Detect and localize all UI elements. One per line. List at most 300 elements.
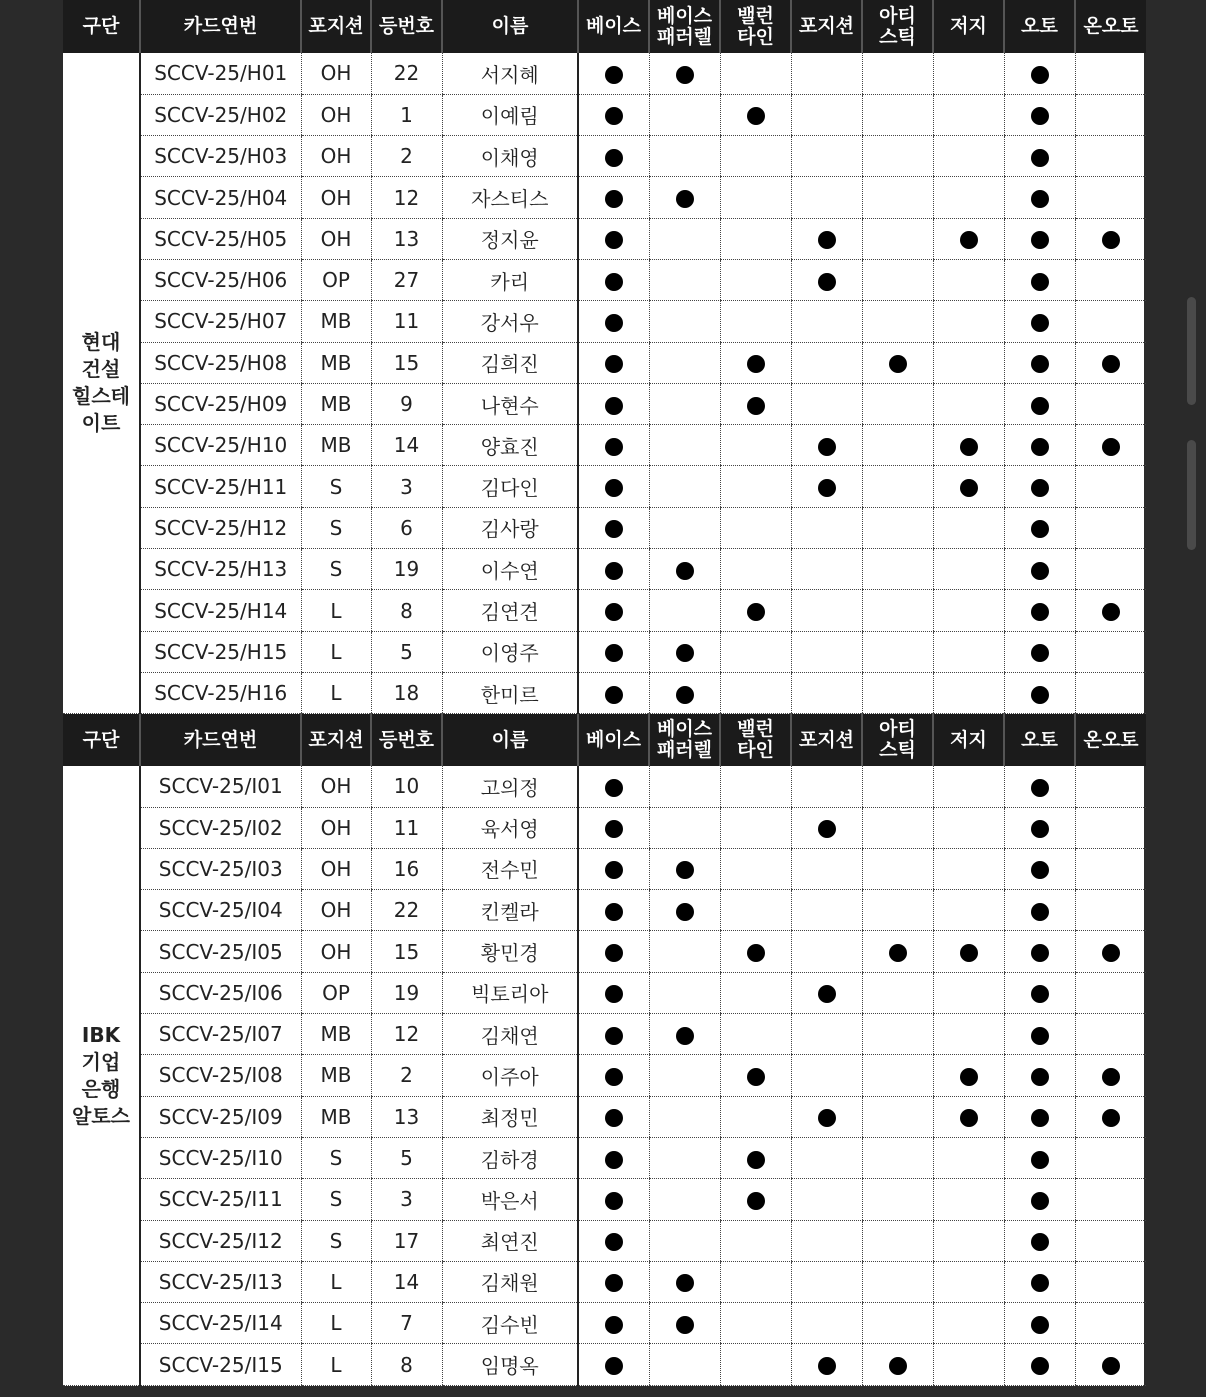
position-cell: MB (301, 383, 371, 424)
position-cell: OH (301, 848, 371, 889)
table-row (63, 425, 1146, 466)
filled-dot-icon (1031, 1027, 1049, 1045)
position-cell: L (301, 672, 371, 713)
column-header: 포지션 (791, 714, 862, 766)
filled-dot-icon (818, 1109, 836, 1127)
filled-dot-icon (1102, 944, 1120, 962)
table-row (63, 1220, 1146, 1261)
filled-dot-icon (605, 1233, 623, 1251)
check-cell-position (791, 631, 862, 672)
table-row (63, 1014, 1146, 1055)
check-cell-on_auto (1075, 259, 1146, 300)
filled-dot-icon (818, 273, 836, 291)
check-cell-on_auto (1075, 549, 1146, 590)
check-cell-auto (1004, 177, 1075, 218)
card-number-cell: SCCV-25/H03 (140, 136, 301, 177)
jersey-number-cell: 15 (371, 342, 442, 383)
check-cell-on_auto (1075, 1137, 1146, 1178)
filled-dot-icon (1031, 1233, 1049, 1251)
column-header: 등번호 (371, 0, 442, 53)
check-cell-auto (1004, 301, 1075, 342)
column-header: 이름 (442, 0, 578, 53)
jersey-number-cell: 13 (371, 218, 442, 259)
check-cell-valentine (720, 631, 791, 672)
check-cell-artistic (862, 466, 933, 507)
filled-dot-icon (747, 944, 765, 962)
check-cell-base (578, 1055, 649, 1096)
check-cell-parallel (649, 549, 720, 590)
check-cell-on_auto (1075, 672, 1146, 713)
check-cell-jersey (933, 931, 1004, 972)
check-cell-artistic (862, 1261, 933, 1302)
card-number-cell: SCCV-25/H08 (140, 342, 301, 383)
check-cell-artistic (862, 672, 933, 713)
position-cell: OH (301, 94, 371, 135)
card-number-cell: SCCV-25/I10 (140, 1137, 301, 1178)
filled-dot-icon (1031, 397, 1049, 415)
check-cell-on_auto (1075, 1014, 1146, 1055)
position-cell: OH (301, 890, 371, 931)
check-cell-parallel (649, 1303, 720, 1344)
check-cell-valentine (720, 672, 791, 713)
check-cell-parallel (649, 301, 720, 342)
card-number-cell: SCCV-25/H05 (140, 218, 301, 259)
check-cell-valentine (720, 972, 791, 1013)
table-row (63, 1096, 1146, 1137)
filled-dot-icon (676, 1316, 694, 1334)
filled-dot-icon (1031, 314, 1049, 332)
jersey-number-cell: 17 (371, 1220, 442, 1261)
jersey-number-cell: 3 (371, 466, 442, 507)
check-cell-on_auto (1075, 590, 1146, 631)
player-name-cell: 고의정 (442, 766, 578, 807)
check-cell-base (578, 1179, 649, 1220)
player-name-cell: 김채원 (442, 1261, 578, 1302)
filled-dot-icon (889, 944, 907, 962)
check-cell-auto (1004, 631, 1075, 672)
filled-dot-icon (605, 314, 623, 332)
check-cell-on_auto (1075, 1344, 1146, 1386)
check-cell-auto (1004, 136, 1075, 177)
scrollbar-thumb-lower[interactable] (1187, 440, 1196, 550)
check-cell-auto (1004, 590, 1075, 631)
check-cell-artistic (862, 931, 933, 972)
filled-dot-icon (1031, 149, 1049, 167)
player-name-cell: 황민경 (442, 931, 578, 972)
check-cell-auto (1004, 507, 1075, 548)
check-cell-position (791, 466, 862, 507)
jersey-number-cell: 16 (371, 848, 442, 889)
check-cell-auto (1004, 259, 1075, 300)
check-cell-base (578, 342, 649, 383)
check-cell-parallel (649, 1261, 720, 1302)
check-cell-on_auto (1075, 807, 1146, 848)
column-header: 아티 스틱 (862, 0, 933, 53)
check-cell-position (791, 53, 862, 94)
check-cell-parallel (649, 177, 720, 218)
filled-dot-icon (818, 231, 836, 249)
filled-dot-icon (960, 231, 978, 249)
check-cell-artistic (862, 177, 933, 218)
check-cell-jersey (933, 890, 1004, 931)
check-cell-position (791, 807, 862, 848)
filled-dot-icon (889, 355, 907, 373)
team-name-cell: 현대 건설 힐스테 이트 (63, 53, 140, 714)
position-cell: OH (301, 766, 371, 807)
check-cell-position (791, 1096, 862, 1137)
filled-dot-icon (605, 861, 623, 879)
filled-dot-icon (605, 1109, 623, 1127)
check-cell-valentine (720, 259, 791, 300)
position-cell: MB (301, 342, 371, 383)
table-row (63, 94, 1146, 135)
check-cell-position (791, 301, 862, 342)
check-cell-parallel (649, 590, 720, 631)
check-cell-parallel (649, 631, 720, 672)
jersey-number-cell: 11 (371, 301, 442, 342)
filled-dot-icon (1031, 1274, 1049, 1292)
position-cell: MB (301, 1096, 371, 1137)
filled-dot-icon (1031, 779, 1049, 797)
check-cell-artistic (862, 507, 933, 548)
column-header: 포지션 (791, 0, 862, 53)
jersey-number-cell: 11 (371, 807, 442, 848)
filled-dot-icon (1031, 1068, 1049, 1086)
check-cell-auto (1004, 1179, 1075, 1220)
check-cell-valentine (720, 177, 791, 218)
check-cell-base (578, 807, 649, 848)
check-cell-auto (1004, 53, 1075, 94)
filled-dot-icon (605, 903, 623, 921)
check-cell-parallel (649, 466, 720, 507)
card-number-cell: SCCV-25/H01 (140, 53, 301, 94)
check-cell-parallel (649, 259, 720, 300)
filled-dot-icon (747, 397, 765, 415)
check-cell-base (578, 1137, 649, 1178)
check-cell-jersey (933, 1014, 1004, 1055)
player-name-cell: 김하경 (442, 1137, 578, 1178)
table-row (63, 549, 1146, 590)
check-cell-artistic (862, 1303, 933, 1344)
jersey-number-cell: 3 (371, 1179, 442, 1220)
check-cell-position (791, 1137, 862, 1178)
table-row (63, 931, 1146, 972)
jersey-number-cell: 22 (371, 53, 442, 94)
position-cell: S (301, 466, 371, 507)
position-cell: S (301, 1137, 371, 1178)
player-name-cell: 김사랑 (442, 507, 578, 548)
check-cell-parallel (649, 1014, 720, 1055)
check-cell-position (791, 848, 862, 889)
check-cell-valentine (720, 890, 791, 931)
filled-dot-icon (747, 107, 765, 125)
check-cell-jersey (933, 848, 1004, 889)
filled-dot-icon (1031, 686, 1049, 704)
check-cell-valentine (720, 53, 791, 94)
check-cell-on_auto (1075, 94, 1146, 135)
table-row (63, 53, 1146, 94)
check-cell-artistic (862, 342, 933, 383)
check-cell-base (578, 177, 649, 218)
filled-dot-icon (747, 1151, 765, 1169)
check-cell-base (578, 1261, 649, 1302)
check-cell-parallel (649, 342, 720, 383)
check-cell-position (791, 259, 862, 300)
position-cell: L (301, 1344, 371, 1386)
check-cell-position (791, 1261, 862, 1302)
filled-dot-icon (1102, 231, 1120, 249)
position-cell: OH (301, 177, 371, 218)
filled-dot-icon (1031, 520, 1049, 538)
scrollbar-thumb-upper[interactable] (1187, 297, 1196, 405)
filled-dot-icon (960, 944, 978, 962)
check-cell-parallel (649, 1179, 720, 1220)
table-row (63, 631, 1146, 672)
check-cell-base (578, 848, 649, 889)
column-header: 베이스 패러렐 (649, 714, 720, 766)
check-cell-position (791, 218, 862, 259)
card-number-cell: SCCV-25/I03 (140, 848, 301, 889)
check-cell-position (791, 1220, 862, 1261)
card-number-cell: SCCV-25/H14 (140, 590, 301, 631)
filled-dot-icon (1102, 438, 1120, 456)
filled-dot-icon (889, 1357, 907, 1375)
filled-dot-icon (1031, 66, 1049, 84)
check-cell-jersey (933, 1096, 1004, 1137)
table-row (63, 890, 1146, 931)
check-cell-base (578, 590, 649, 631)
check-cell-artistic (862, 890, 933, 931)
check-cell-on_auto (1075, 848, 1146, 889)
filled-dot-icon (960, 1109, 978, 1127)
card-checklist-table (63, 0, 1146, 1386)
filled-dot-icon (605, 1274, 623, 1292)
filled-dot-icon (1031, 231, 1049, 249)
card-number-cell: SCCV-25/H06 (140, 259, 301, 300)
column-header: 저지 (933, 714, 1004, 766)
table-row (63, 177, 1146, 218)
check-cell-base (578, 766, 649, 807)
check-cell-artistic (862, 94, 933, 135)
filled-dot-icon (1031, 1316, 1049, 1334)
check-cell-auto (1004, 1344, 1075, 1386)
table-row (63, 1261, 1146, 1302)
check-cell-auto (1004, 383, 1075, 424)
filled-dot-icon (605, 820, 623, 838)
check-cell-on_auto (1075, 342, 1146, 383)
filled-dot-icon (605, 944, 623, 962)
check-cell-jersey (933, 259, 1004, 300)
table-row (63, 672, 1146, 713)
position-cell: S (301, 549, 371, 590)
table-row (63, 972, 1146, 1013)
header-row (63, 0, 1146, 53)
filled-dot-icon (747, 1068, 765, 1086)
check-cell-jersey (933, 1303, 1004, 1344)
check-cell-base (578, 507, 649, 548)
filled-dot-icon (1031, 479, 1049, 497)
filled-dot-icon (605, 686, 623, 704)
filled-dot-icon (1031, 107, 1049, 125)
column-header: 이름 (442, 714, 578, 766)
jersey-number-cell: 5 (371, 1137, 442, 1178)
table-row (63, 342, 1146, 383)
card-number-cell: SCCV-25/I09 (140, 1096, 301, 1137)
filled-dot-icon (1031, 438, 1049, 456)
check-cell-jersey (933, 631, 1004, 672)
check-cell-parallel (649, 136, 720, 177)
check-cell-on_auto (1075, 1220, 1146, 1261)
check-cell-artistic (862, 1344, 933, 1386)
position-cell: S (301, 1220, 371, 1261)
jersey-number-cell: 10 (371, 766, 442, 807)
jersey-number-cell: 2 (371, 1055, 442, 1096)
check-cell-jersey (933, 342, 1004, 383)
check-cell-valentine (720, 1137, 791, 1178)
table-row (63, 807, 1146, 848)
jersey-number-cell: 9 (371, 383, 442, 424)
card-checklist-sheet (63, 0, 1144, 1386)
check-cell-auto (1004, 1220, 1075, 1261)
check-cell-valentine (720, 1220, 791, 1261)
column-header: 온오토 (1075, 714, 1146, 766)
filled-dot-icon (960, 1068, 978, 1086)
column-header: 베이스 (578, 0, 649, 53)
card-number-cell: SCCV-25/I12 (140, 1220, 301, 1261)
check-cell-on_auto (1075, 931, 1146, 972)
jersey-number-cell: 14 (371, 1261, 442, 1302)
filled-dot-icon (1031, 985, 1049, 1003)
filled-dot-icon (605, 66, 623, 84)
check-cell-parallel (649, 425, 720, 466)
player-name-cell: 전수민 (442, 848, 578, 889)
check-cell-auto (1004, 672, 1075, 713)
card-number-cell: SCCV-25/H13 (140, 549, 301, 590)
filled-dot-icon (818, 1357, 836, 1375)
card-number-cell: SCCV-25/H04 (140, 177, 301, 218)
check-cell-parallel (649, 383, 720, 424)
filled-dot-icon (605, 149, 623, 167)
check-cell-valentine (720, 342, 791, 383)
header-row (63, 714, 1146, 766)
check-cell-jersey (933, 1220, 1004, 1261)
jersey-number-cell: 19 (371, 549, 442, 590)
check-cell-jersey (933, 218, 1004, 259)
jersey-number-cell: 7 (371, 1303, 442, 1344)
check-cell-position (791, 931, 862, 972)
jersey-number-cell: 5 (371, 631, 442, 672)
position-cell: OH (301, 136, 371, 177)
check-cell-artistic (862, 1096, 933, 1137)
player-name-cell: 자스티스 (442, 177, 578, 218)
check-cell-auto (1004, 1014, 1075, 1055)
position-cell: MB (301, 1055, 371, 1096)
filled-dot-icon (747, 355, 765, 373)
player-name-cell: 양효진 (442, 425, 578, 466)
card-number-cell: SCCV-25/I08 (140, 1055, 301, 1096)
check-cell-auto (1004, 1096, 1075, 1137)
check-cell-jersey (933, 672, 1004, 713)
check-cell-valentine (720, 549, 791, 590)
filled-dot-icon (1031, 1151, 1049, 1169)
check-cell-base (578, 672, 649, 713)
filled-dot-icon (1031, 1357, 1049, 1375)
jersey-number-cell: 18 (371, 672, 442, 713)
filled-dot-icon (1031, 355, 1049, 373)
check-cell-valentine (720, 1014, 791, 1055)
check-cell-position (791, 1303, 862, 1344)
filled-dot-icon (605, 603, 623, 621)
check-cell-base (578, 94, 649, 135)
player-name-cell: 나현수 (442, 383, 578, 424)
filled-dot-icon (605, 985, 623, 1003)
check-cell-position (791, 890, 862, 931)
jersey-number-cell: 14 (371, 425, 442, 466)
check-cell-on_auto (1075, 177, 1146, 218)
check-cell-on_auto (1075, 1096, 1146, 1137)
filled-dot-icon (1102, 355, 1120, 373)
check-cell-parallel (649, 218, 720, 259)
check-cell-jersey (933, 549, 1004, 590)
filled-dot-icon (676, 644, 694, 662)
check-cell-base (578, 1303, 649, 1344)
check-cell-valentine (720, 301, 791, 342)
filled-dot-icon (1031, 944, 1049, 962)
table-row (63, 466, 1146, 507)
check-cell-valentine (720, 383, 791, 424)
player-name-cell: 킨켈라 (442, 890, 578, 931)
check-cell-artistic (862, 425, 933, 466)
position-cell: MB (301, 425, 371, 466)
filled-dot-icon (605, 231, 623, 249)
check-cell-base (578, 631, 649, 672)
check-cell-artistic (862, 53, 933, 94)
filled-dot-icon (605, 273, 623, 291)
filled-dot-icon (1102, 1068, 1120, 1086)
filled-dot-icon (1031, 190, 1049, 208)
check-cell-position (791, 177, 862, 218)
position-cell: S (301, 1179, 371, 1220)
filled-dot-icon (605, 1316, 623, 1334)
check-cell-parallel (649, 972, 720, 1013)
check-cell-valentine (720, 590, 791, 631)
player-name-cell: 최정민 (442, 1096, 578, 1137)
check-cell-auto (1004, 342, 1075, 383)
check-cell-on_auto (1075, 1179, 1146, 1220)
card-number-cell: SCCV-25/I15 (140, 1344, 301, 1386)
column-header: 온오토 (1075, 0, 1146, 53)
check-cell-position (791, 342, 862, 383)
check-cell-auto (1004, 549, 1075, 590)
player-name-cell: 김채연 (442, 1014, 578, 1055)
check-cell-parallel (649, 1096, 720, 1137)
check-cell-valentine (720, 425, 791, 466)
filled-dot-icon (605, 644, 623, 662)
check-cell-jersey (933, 383, 1004, 424)
check-cell-valentine (720, 1055, 791, 1096)
filled-dot-icon (818, 985, 836, 1003)
jersey-number-cell: 2 (371, 136, 442, 177)
jersey-number-cell: 6 (371, 507, 442, 548)
check-cell-base (578, 218, 649, 259)
check-cell-artistic (862, 631, 933, 672)
position-cell: L (301, 1261, 371, 1302)
player-name-cell: 김연견 (442, 590, 578, 631)
check-cell-on_auto (1075, 972, 1146, 1013)
filled-dot-icon (605, 1068, 623, 1086)
check-cell-valentine (720, 94, 791, 135)
position-cell: OH (301, 53, 371, 94)
